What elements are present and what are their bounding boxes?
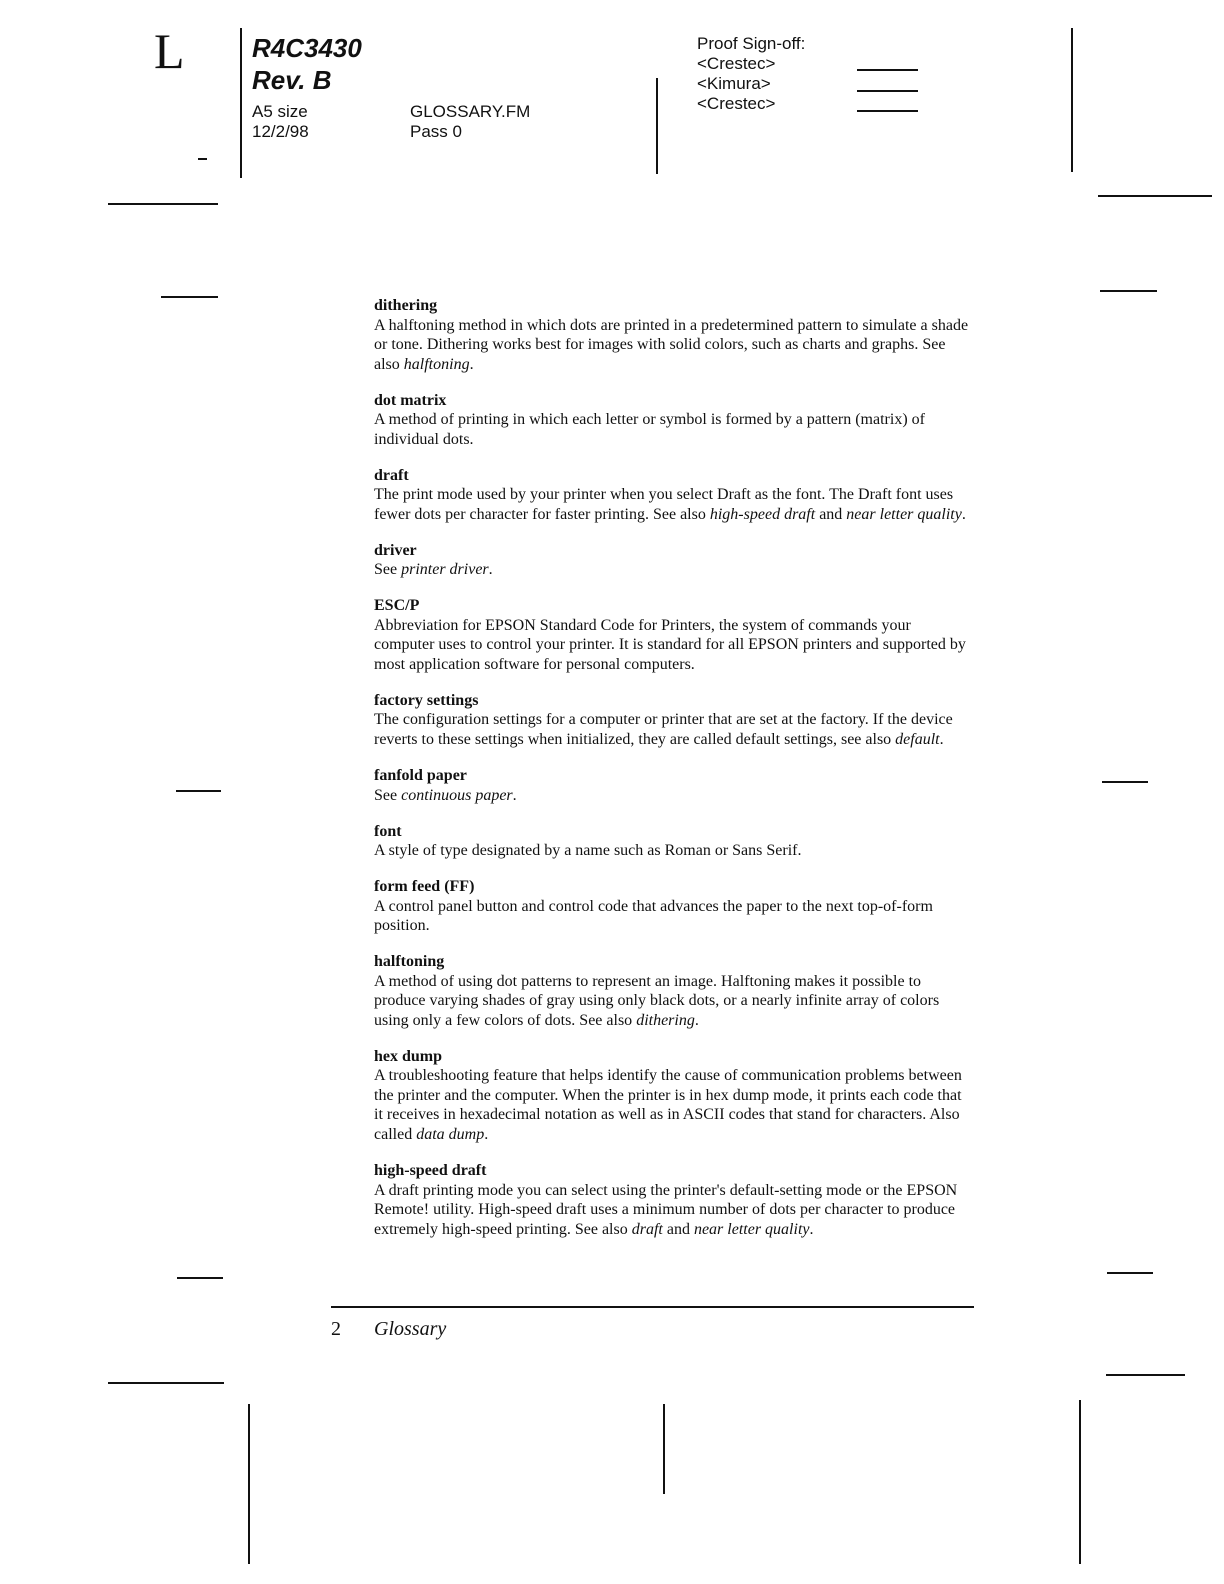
definition-text: The print mode used by your printer when you select Draft as the font. The Draft font uses fewer dots per character for faster printing. See also bbox=[374, 486, 954, 523]
crop-mark bbox=[108, 203, 218, 205]
pass-number: Pass 0 bbox=[410, 122, 462, 141]
date: 12/2/98 bbox=[252, 122, 309, 141]
glossary-entry bbox=[374, 766, 974, 805]
glossary-term: factory settings bbox=[374, 691, 479, 709]
glossary-definition bbox=[374, 616, 974, 675]
crop-mark bbox=[198, 158, 207, 160]
section-title: Glossary bbox=[374, 1318, 447, 1340]
glossary-term: dot matrix bbox=[374, 391, 447, 409]
glossary-definition bbox=[374, 972, 974, 1031]
crop-mark bbox=[161, 296, 218, 298]
glossary-entry bbox=[374, 466, 974, 525]
glossary-term: hex dump bbox=[374, 1047, 443, 1065]
page-number: 2 bbox=[331, 1318, 341, 1340]
cross-reference: continuous paper bbox=[401, 786, 513, 804]
document-id-block bbox=[252, 32, 362, 96]
glossary-definition bbox=[374, 841, 974, 861]
glossary-term: ESC/P bbox=[374, 597, 420, 615]
glossary-entry bbox=[374, 391, 974, 450]
glossary-entry bbox=[374, 1161, 974, 1239]
definition-text: A control panel button and control code that advances the paper to the next top-of-form position. bbox=[374, 897, 933, 935]
glossary-entry bbox=[374, 691, 974, 750]
definition-text: and bbox=[815, 505, 847, 523]
crop-mark bbox=[656, 78, 658, 174]
glossary-definition bbox=[374, 560, 974, 580]
definition-text: . bbox=[809, 1220, 814, 1238]
definition-text: A halftoning method in which dots are printed in a predetermined pattern to simulate a shade or tone. Dithering works best for images with solid colors, such as charts and graphs. See also bbox=[374, 316, 969, 373]
glossary-definition bbox=[374, 1181, 974, 1240]
crop-mark bbox=[1100, 290, 1157, 292]
glossary-definition bbox=[374, 1066, 974, 1144]
crop-mark bbox=[177, 1277, 223, 1279]
glossary-term: draft bbox=[374, 466, 409, 484]
definition-text: The configuration settings for a computer or printer that are set at the factory. If the device reverts to these settings when initialized, they are called default settings, see also bbox=[374, 711, 953, 748]
crop-mark bbox=[1098, 195, 1212, 197]
definition-text: . bbox=[694, 1011, 699, 1029]
glossary-entry bbox=[374, 877, 974, 936]
cross-reference: halftoning bbox=[403, 355, 470, 373]
glossary-definition bbox=[374, 485, 974, 524]
signature-line bbox=[857, 110, 918, 112]
definition-text: Abbreviation for EPSON Standard Code for Printers, the system of commands your computer uses to control your printer. It is standard for all EPSON printers and supported by most application software for personal computers. bbox=[374, 616, 966, 673]
definition-text: A style of type designated by a name such as Roman or Sans Serif. bbox=[374, 842, 802, 860]
glossary-definition bbox=[374, 897, 974, 936]
cross-reference: default bbox=[895, 730, 940, 748]
glossary-entry bbox=[374, 296, 974, 374]
footer-rule bbox=[331, 1306, 974, 1308]
revision: Rev. B bbox=[252, 65, 332, 95]
glossary-definition bbox=[374, 410, 974, 449]
crop-mark bbox=[1079, 1400, 1081, 1564]
cross-reference: near letter quality bbox=[693, 1220, 810, 1238]
proof-title: Proof Sign-off: bbox=[697, 34, 806, 53]
cross-reference: draft bbox=[631, 1220, 663, 1238]
cross-reference: dithering bbox=[636, 1011, 695, 1029]
file-meta bbox=[410, 102, 530, 142]
glossary-term: fanfold paper bbox=[374, 767, 467, 785]
page-meta bbox=[252, 102, 309, 142]
crop-mark bbox=[1102, 781, 1148, 783]
proofer-name: <Crestec> bbox=[697, 94, 776, 113]
proofer-name: <Crestec> bbox=[697, 54, 776, 73]
definition-text: and bbox=[662, 1220, 694, 1238]
cross-reference: printer driver bbox=[401, 561, 489, 579]
glossary-entry bbox=[374, 822, 974, 861]
glossary-term: form feed (FF) bbox=[374, 878, 475, 896]
definition-text: A method of using dot patterns to represent an image. Halftoning makes it possible to produce varying shades of gray using only black dots, or a nearly infinite array of colors using only a few colors of dots. See also bbox=[374, 972, 940, 1029]
proofer-name: <Kimura> bbox=[697, 74, 771, 93]
definition-text: A troubleshooting feature that helps identify the cause of communication problems between the printer and the computer. When the printer is in hex dump mode, it prints each code that it receives in hexadecimal notation as well as in ASCII codes that stand for characters. Also called bbox=[374, 1067, 962, 1143]
page-size: A5 size bbox=[252, 102, 308, 121]
definition-text: See bbox=[374, 786, 402, 804]
definition-text: . bbox=[484, 1125, 489, 1143]
crop-mark bbox=[1107, 1272, 1153, 1274]
file-name: GLOSSARY.FM bbox=[410, 102, 531, 121]
glossary-term: font bbox=[374, 822, 402, 840]
page-letter: L bbox=[154, 23, 185, 79]
signature-line bbox=[857, 90, 918, 92]
glossary-term: driver bbox=[374, 541, 417, 559]
glossary-entry bbox=[374, 1047, 974, 1145]
crop-mark bbox=[176, 790, 221, 792]
definition-text: . bbox=[469, 355, 474, 373]
definition-text: A draft printing mode you can select using the printer's default-setting mode or the EPSON Remote! utility. High-speed draft uses a minimum number of dots per character to produce extremely high-speed printing. See also bbox=[374, 1181, 958, 1238]
glossary-entry bbox=[374, 596, 974, 674]
crop-mark bbox=[1071, 28, 1073, 172]
definition-text: A method of printing in which each letter or symbol is formed by a pattern (matrix) of individual dots. bbox=[374, 411, 925, 448]
glossary-term: halftoning bbox=[374, 953, 445, 971]
crop-mark bbox=[1106, 1374, 1185, 1376]
definition-text: . bbox=[488, 561, 493, 579]
glossary-definition bbox=[374, 786, 974, 806]
cross-reference: data dump bbox=[416, 1125, 485, 1143]
crop-mark bbox=[108, 1382, 224, 1384]
crop-mark bbox=[248, 1404, 250, 1564]
signature-line bbox=[857, 69, 918, 71]
definition-text: See bbox=[374, 561, 402, 579]
crop-mark bbox=[663, 1404, 665, 1494]
glossary-entry bbox=[374, 541, 974, 580]
glossary-entry bbox=[374, 952, 974, 1030]
crop-mark bbox=[240, 28, 242, 178]
glossary-term: dithering bbox=[374, 297, 438, 314]
cross-reference: near letter quality bbox=[846, 505, 962, 523]
definition-text: . bbox=[961, 505, 966, 523]
glossary-definition bbox=[374, 710, 974, 749]
document-id: R4C3430 bbox=[252, 33, 362, 63]
cross-reference: high-speed draft bbox=[709, 505, 816, 523]
definition-text: . bbox=[512, 786, 517, 804]
definition-text: . bbox=[939, 730, 944, 748]
glossary-term: high-speed draft bbox=[374, 1162, 487, 1180]
glossary-list bbox=[374, 296, 974, 1256]
proof-signoff bbox=[697, 34, 805, 114]
glossary-definition bbox=[374, 316, 974, 375]
